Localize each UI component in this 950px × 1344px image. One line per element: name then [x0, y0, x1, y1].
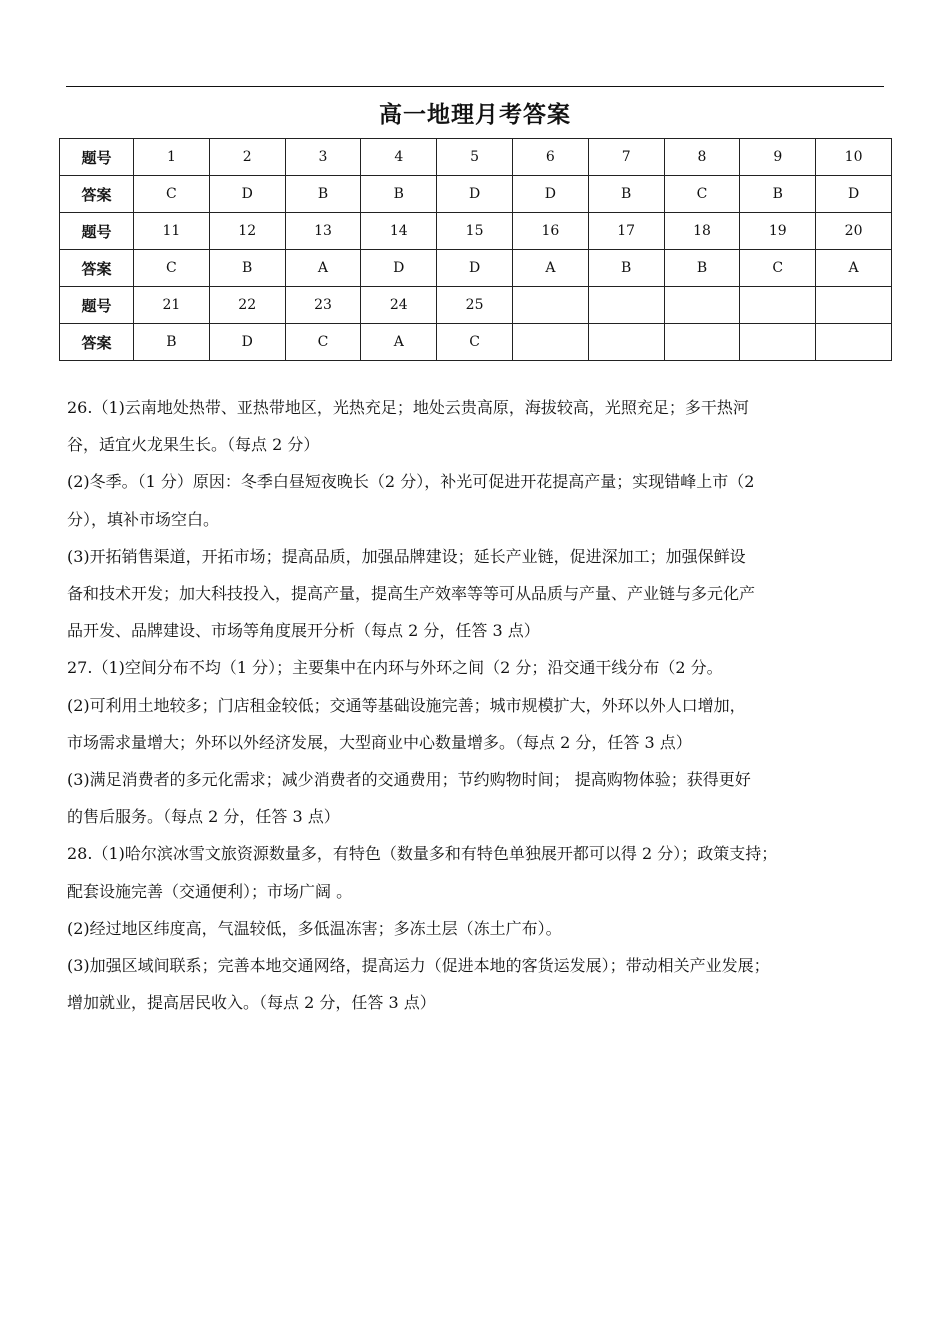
answer-cell: B — [588, 176, 664, 213]
question-number-cell: 2 — [209, 139, 285, 176]
answer-table — [59, 138, 892, 361]
answer-line: 谷，适宜火龙果生长。（每点 2 分） — [67, 435, 320, 455]
question-number-cell: 20 — [816, 213, 892, 250]
answer-cell: C — [285, 324, 361, 361]
question-number-cell: 21 — [134, 287, 210, 324]
answer-line: 备和技术开发；加大科技投入，提高产量，提高生产效率等等可从品质与产量、产业链与多元化产 — [67, 584, 756, 604]
answer-line: (2)冬季。（1 分）原因：冬季白昼短夜晚长（2 分），补光可促进开花提高产量；实现错峰上市（2 — [67, 472, 755, 492]
question-number-cell: 15 — [437, 213, 513, 250]
answer-cell: B — [740, 176, 816, 213]
question-number-cell: 8 — [664, 139, 740, 176]
question-number-cell — [740, 287, 816, 324]
answer-line: 的售后服务。（每点 2 分，任答 3 点） — [67, 807, 340, 827]
answer-line: 配套设施完善（交通便利）；市场广阔 。 — [67, 881, 353, 901]
answer-line: (2)经过地区纬度高，气温较低，多低温冻害；多冻土层（冻土广布）。 — [67, 918, 562, 938]
table-row — [60, 176, 892, 213]
answer-line: (3)满足消费者的多元化需求；减少消费者的交通费用；节约购物时间； 提高购物体验；获得更好 — [67, 770, 751, 790]
answer-cell: D — [209, 324, 285, 361]
answer-cell: C — [664, 176, 740, 213]
answer-cell: B — [664, 250, 740, 287]
answer-cell — [664, 324, 740, 361]
question-number-cell — [588, 287, 664, 324]
answer-line: 28.（1)哈尔滨冰雪文旅资源数量多，有特色（数量多和有特色单独展开都可以得 2 分）；政策支持； — [67, 844, 778, 864]
question-number-cell: 10 — [816, 139, 892, 176]
question-number-cell: 24 — [361, 287, 437, 324]
answer-line: (2)可利用土地较多；门店租金较低；交通等基础设施完善；城市规模扩大，外环以外人口增加， — [67, 695, 746, 715]
table-row — [60, 213, 892, 250]
question-number-cell: 22 — [209, 287, 285, 324]
answer-cell: B — [285, 176, 361, 213]
answer-cell — [816, 324, 892, 361]
answer-cell: B — [134, 324, 210, 361]
answer-label: 答案 — [60, 176, 134, 213]
question-number-cell: 25 — [437, 287, 513, 324]
page-title: 高一地理月考答案 — [379, 102, 571, 128]
question-number-label: 题号 — [60, 213, 134, 250]
answer-line: 26.（1)云南地处热带、亚热带地区，光热充足；地处云贵高原，海拔较高，光照充足；多干热河 — [67, 398, 749, 417]
answer-cell: C — [437, 324, 513, 361]
answer-cell: A — [361, 324, 437, 361]
answer-cell: D — [209, 176, 285, 213]
answer-label: 答案 — [60, 250, 134, 287]
answer-cell — [512, 324, 588, 361]
question-number-cell: 16 — [512, 213, 588, 250]
question-number-cell: 17 — [588, 213, 664, 250]
question-number-label: 题号 — [60, 287, 134, 324]
answer-cell: B — [209, 250, 285, 287]
answer-cell: D — [361, 250, 437, 287]
answer-line: 分），填补市场空白。 — [67, 509, 220, 529]
question-number-cell: 13 — [285, 213, 361, 250]
table-row — [60, 139, 892, 176]
question-number-cell: 6 — [512, 139, 588, 176]
question-number-cell: 3 — [285, 139, 361, 176]
answer-cell: D — [816, 176, 892, 213]
question-number-cell — [512, 287, 588, 324]
answer-explanations — [67, 389, 887, 1021]
question-number-cell: 1 — [134, 139, 210, 176]
question-number-cell: 11 — [134, 213, 210, 250]
answer-line: 增加就业，提高居民收入。（每点 2 分，任答 3 点） — [67, 993, 436, 1013]
answer-line: (3)加强区域间联系；完善本地交通网络，提高运力（促进本地的客货运发展）；带动相关产业发展； — [67, 956, 770, 976]
answer-label: 答案 — [60, 324, 134, 361]
question-number-label: 题号 — [60, 139, 134, 176]
header-rule — [66, 86, 884, 87]
question-number-cell — [664, 287, 740, 324]
answer-cell: A — [285, 250, 361, 287]
answer-cell: C — [740, 250, 816, 287]
answer-cell: D — [437, 176, 513, 213]
answer-cell: A — [512, 250, 588, 287]
question-number-cell: 23 — [285, 287, 361, 324]
answer-line: 品开发、品牌建设、市场等角度展开分析（每点 2 分，任答 3 点） — [67, 621, 540, 641]
answer-cell: D — [437, 250, 513, 287]
question-number-cell: 18 — [664, 213, 740, 250]
answer-cell: B — [588, 250, 664, 287]
answer-cell: B — [361, 176, 437, 213]
answer-cell: C — [134, 176, 210, 213]
question-number-cell: 5 — [437, 139, 513, 176]
question-number-cell: 14 — [361, 213, 437, 250]
answer-cell — [740, 324, 816, 361]
table-row — [60, 324, 892, 361]
answer-line: 市场需求量增大；外环以外经济发展，大型商业中心数量增多。（每点 2 分，任答 3 点） — [67, 732, 692, 752]
question-number-cell — [816, 287, 892, 324]
answer-line: (3)开拓销售渠道，开拓市场；提高品质，加强品牌建设；延长产业链，促进深加工；加强保鲜设 — [67, 546, 746, 566]
question-number-cell: 9 — [740, 139, 816, 176]
question-number-cell: 12 — [209, 213, 285, 250]
answer-cell: D — [512, 176, 588, 213]
question-number-cell: 4 — [361, 139, 437, 176]
question-number-cell: 19 — [740, 213, 816, 250]
question-number-cell: 7 — [588, 139, 664, 176]
table-row — [60, 250, 892, 287]
answer-line: 27.（1)空间分布不均（1 分）；主要集中在内环与外环之间（2 分；沿交通干线分布（2 分。 — [67, 658, 723, 678]
table-row — [60, 287, 892, 324]
answer-cell: A — [816, 250, 892, 287]
answer-cell: C — [134, 250, 210, 287]
answer-cell — [588, 324, 664, 361]
